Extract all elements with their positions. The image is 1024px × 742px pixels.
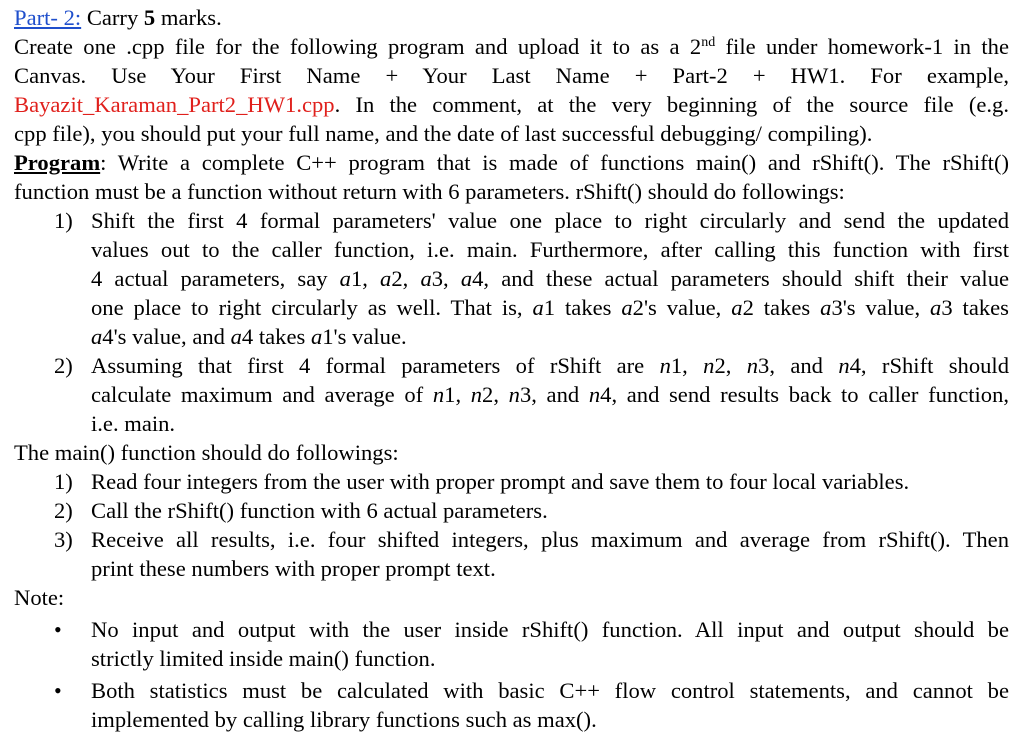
ordinal-suffix: nd [701, 35, 716, 50]
rshift-item-1-number: 1) [54, 208, 73, 233]
part-label: Part- 2: [14, 5, 82, 30]
carry-pre: Carry [86, 5, 139, 30]
marks-count: 5 [143, 5, 156, 30]
rshift-item-1-line-5: a4's value, and a4 takes a1's value. [91, 324, 407, 349]
main-item-1-line-1: Read four integers from the user with proper prompt and save them to four local variables. [91, 469, 910, 494]
main-item-3-line-2: print these numbers with proper prompt text. [91, 556, 496, 581]
intro-line-3 [14, 92, 1009, 118]
program-l1-text: : Write a complete C++ program that is made of functions main() and rShift(). The rShift() [100, 150, 1009, 175]
intro-line-2: Canvas. Use Your First Name + Your Last Name + Part-2 + HW1. For example, [14, 63, 1009, 88]
main-item-3-number: 3) [54, 527, 73, 552]
rshift-item-1-line-1: Shift the first 4 formal parameters' value one place to right circularly and send the updated [91, 208, 1009, 233]
rshift-item-1-line-4: one place to right circularly as well. That is, a1 takes a2's value, a2 takes a3's value, a3 takes [91, 295, 1009, 320]
carry-post: marks. [160, 5, 222, 30]
note-1-line-1: No input and output with the user inside rShift() function. All input and output should be [91, 617, 1009, 642]
rshift-item-2-number: 2) [54, 353, 73, 378]
rshift-item-2-line-1: Assuming that first 4 formal parameters of rShift are n1, n2, n3, and n4, rShift should [91, 353, 1009, 378]
intro-l1-post: file under homework-1 in the [715, 34, 1009, 59]
program-line-1 [14, 150, 1009, 176]
rshift-item-2-line-3: i.e. main. [91, 411, 176, 436]
program-line-2: function must be a function without return with 6 parameters. rShift() should do followings: [14, 179, 845, 204]
intro-l1-text: Create one .cpp file for the following program and upload it to as a 2 [14, 34, 702, 59]
note-label: Note: [14, 585, 65, 610]
note-1-bullet: • [54, 617, 62, 642]
rshift-item-1-line-2: values out to the caller function, i.e. main. Furthermore, after calling this function with first [91, 237, 1009, 262]
main-item-2-number: 2) [54, 498, 73, 523]
note-2-line-2: implemented by calling library functions such as max(). [91, 707, 597, 732]
part-heading [14, 5, 1009, 31]
rshift-item-1-line-3: 4 actual parameters, say a1, a2, a3, a4, and these actual parameters should shift their value [91, 266, 1010, 291]
note-2-bullet: • [54, 678, 62, 703]
main-item-2-line-1: Call the rShift() function with 6 actual parameters. [91, 498, 548, 523]
intro-line-4: cpp file), you should put your full name, and the date of last successful debugging/ compiling). [14, 121, 873, 146]
main-item-1-number: 1) [54, 469, 73, 494]
note-2-line-1: Both statistics must be calculated with basic C++ flow control statements, and cannot be [91, 678, 1009, 703]
intro-line-1 [14, 34, 1009, 60]
main-intro: The main() function should do followings: [14, 440, 399, 465]
intro-l3-post: . In the comment, at the very beginning of the source file (e.g. [334, 92, 1009, 117]
main-item-3-line-1: Receive all results, i.e. four shifted integers, plus maximum and average from rShift(). Then [91, 527, 1009, 552]
program-label: Program [14, 150, 101, 175]
rshift-item-2-line-2: calculate maximum and average of n1, n2, n3, and n4, and send results back to caller function, [91, 382, 1010, 407]
example-filename: Bayazit_Karaman_Part2_HW1.cpp [14, 92, 335, 117]
note-1-line-2: strictly limited inside main() function. [91, 646, 436, 671]
